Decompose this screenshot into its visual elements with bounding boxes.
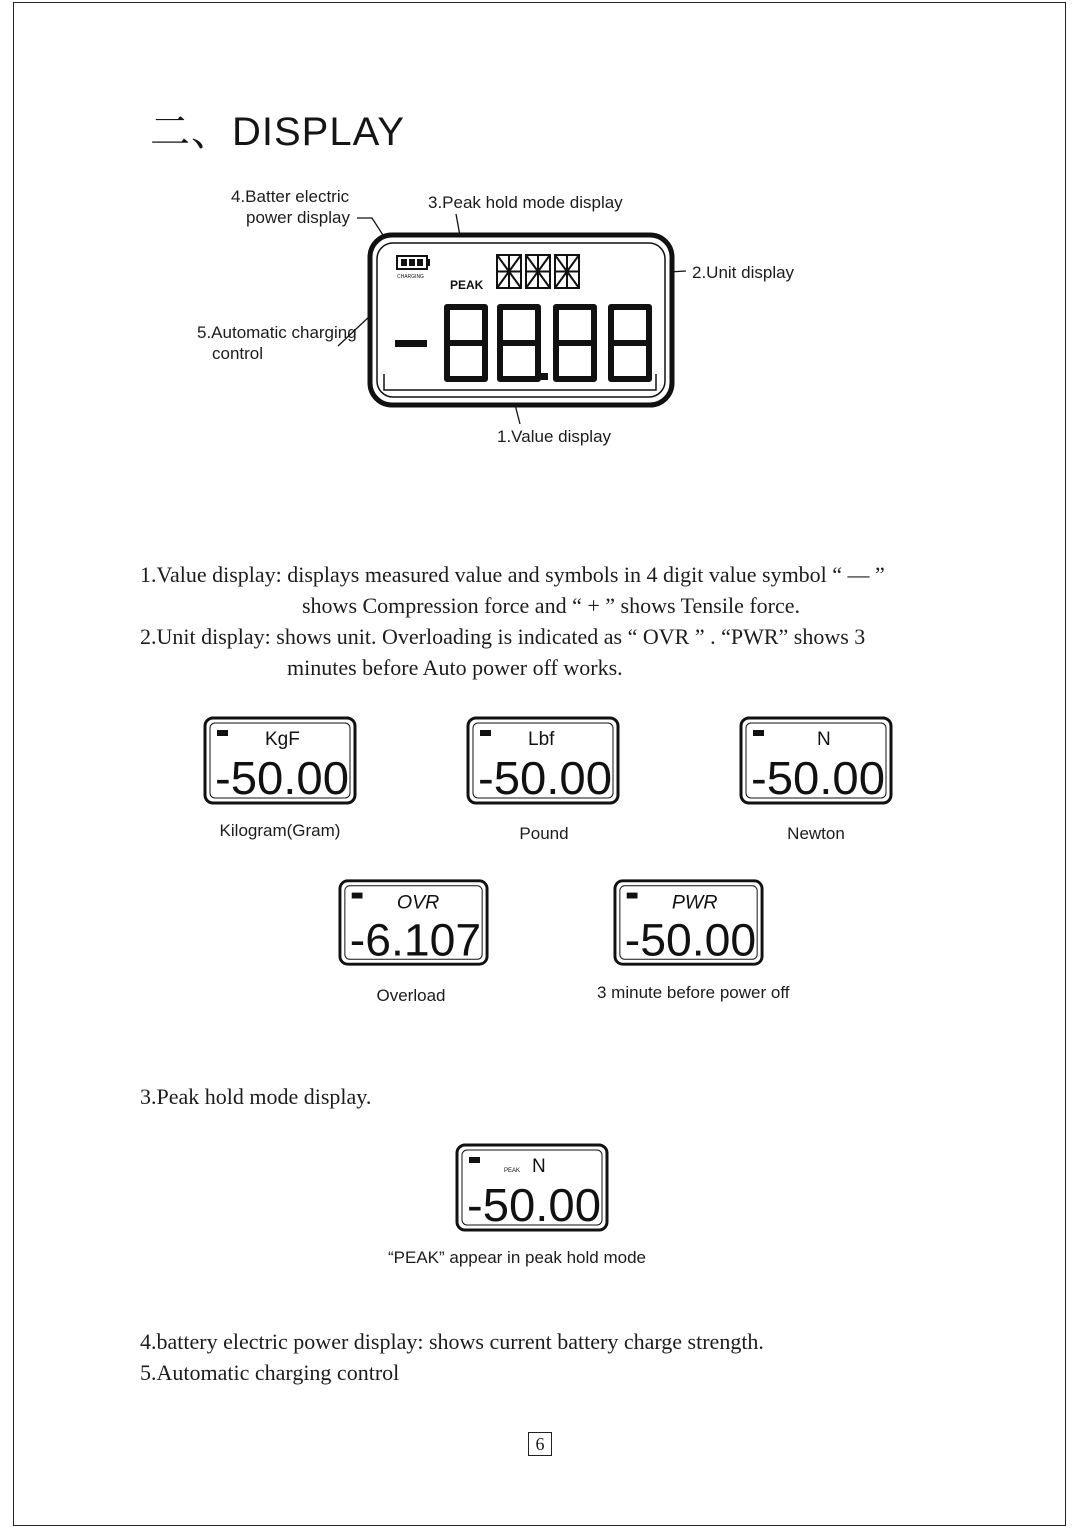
desc-line-3: 2.Unit display: shows unit. Overloading is indicated as “ OVR ” . “PWR” shows 3 <box>140 624 866 649</box>
section-title: 二、DISPLAY <box>150 110 405 154</box>
lcd-unit-text: N <box>817 729 831 750</box>
caption-peak: “PEAK” appear in peak hold mode <box>388 1248 646 1267</box>
lcd-value-text: -50.00 <box>478 752 612 804</box>
lcd-unit-text: Lbf <box>528 729 555 750</box>
lcd-unit-text: N <box>532 1156 546 1177</box>
desc-line-1: 1.Value display: displays measured value and symbols in 4 digit value symbol “ — ” <box>140 562 885 587</box>
label-battery-line2: power display <box>246 208 350 227</box>
main-lcd-diagram <box>0 0 1080 470</box>
label-peak-hold: 3.Peak hold mode display <box>428 193 623 212</box>
lcd-unit-text: PWR <box>671 891 718 914</box>
lcd-example-newton <box>739 716 894 806</box>
caption-kilogram: Kilogram(Gram) <box>219 821 341 840</box>
lcd-value-text: -50.00 <box>467 1179 601 1231</box>
lcd-value-text: -6.107 <box>349 914 482 966</box>
lcd-example-power-off <box>613 878 765 968</box>
lcd-peak-label: PEAK <box>504 1168 521 1174</box>
lcd-example-peak <box>455 1143 610 1233</box>
lcd-value-text: -50.00 <box>624 914 757 966</box>
lcd-value-text: -50.00 <box>751 752 885 804</box>
caption-newton: Newton <box>787 824 845 843</box>
desc-line-2: shows Compression force and “ + ” shows Tensile force. <box>302 593 801 618</box>
desc-line-4: minutes before Auto power off works. <box>287 655 623 680</box>
peak-heading: 3.Peak hold mode display. <box>140 1084 372 1109</box>
label-value-display: 1.Value display <box>497 427 612 446</box>
lcd-unit-text: OVR <box>396 891 440 914</box>
label-unit-display: 2.Unit display <box>692 263 795 282</box>
note-line-2: 5.Automatic charging control <box>140 1360 400 1385</box>
lcd-charging-text: CHARGING <box>397 274 424 280</box>
lcd-unit-segments <box>497 255 579 288</box>
label-charging-line2: control <box>212 344 264 363</box>
caption-pound: Pound <box>519 824 569 843</box>
lcd-unit-text: KgF <box>265 729 300 750</box>
label-battery-line1: 4.Batter electric <box>231 187 350 206</box>
caption-power-off: 3 minute before power off <box>597 983 790 1002</box>
note-line-1: 4.battery electric power display: shows current battery charge strength. <box>140 1329 764 1354</box>
lcd-example-lbf <box>466 716 621 806</box>
caption-overload: Overload <box>376 986 446 1005</box>
lcd-value-text: -50.00 <box>215 752 349 804</box>
lcd-example-overload <box>338 878 490 968</box>
label-charging-line1: 5.Automatic charging <box>197 323 357 342</box>
lcd-example-kgf <box>203 716 358 806</box>
lcd-peak-text: PEAK <box>450 278 484 292</box>
page-number: 6 <box>528 1432 552 1456</box>
